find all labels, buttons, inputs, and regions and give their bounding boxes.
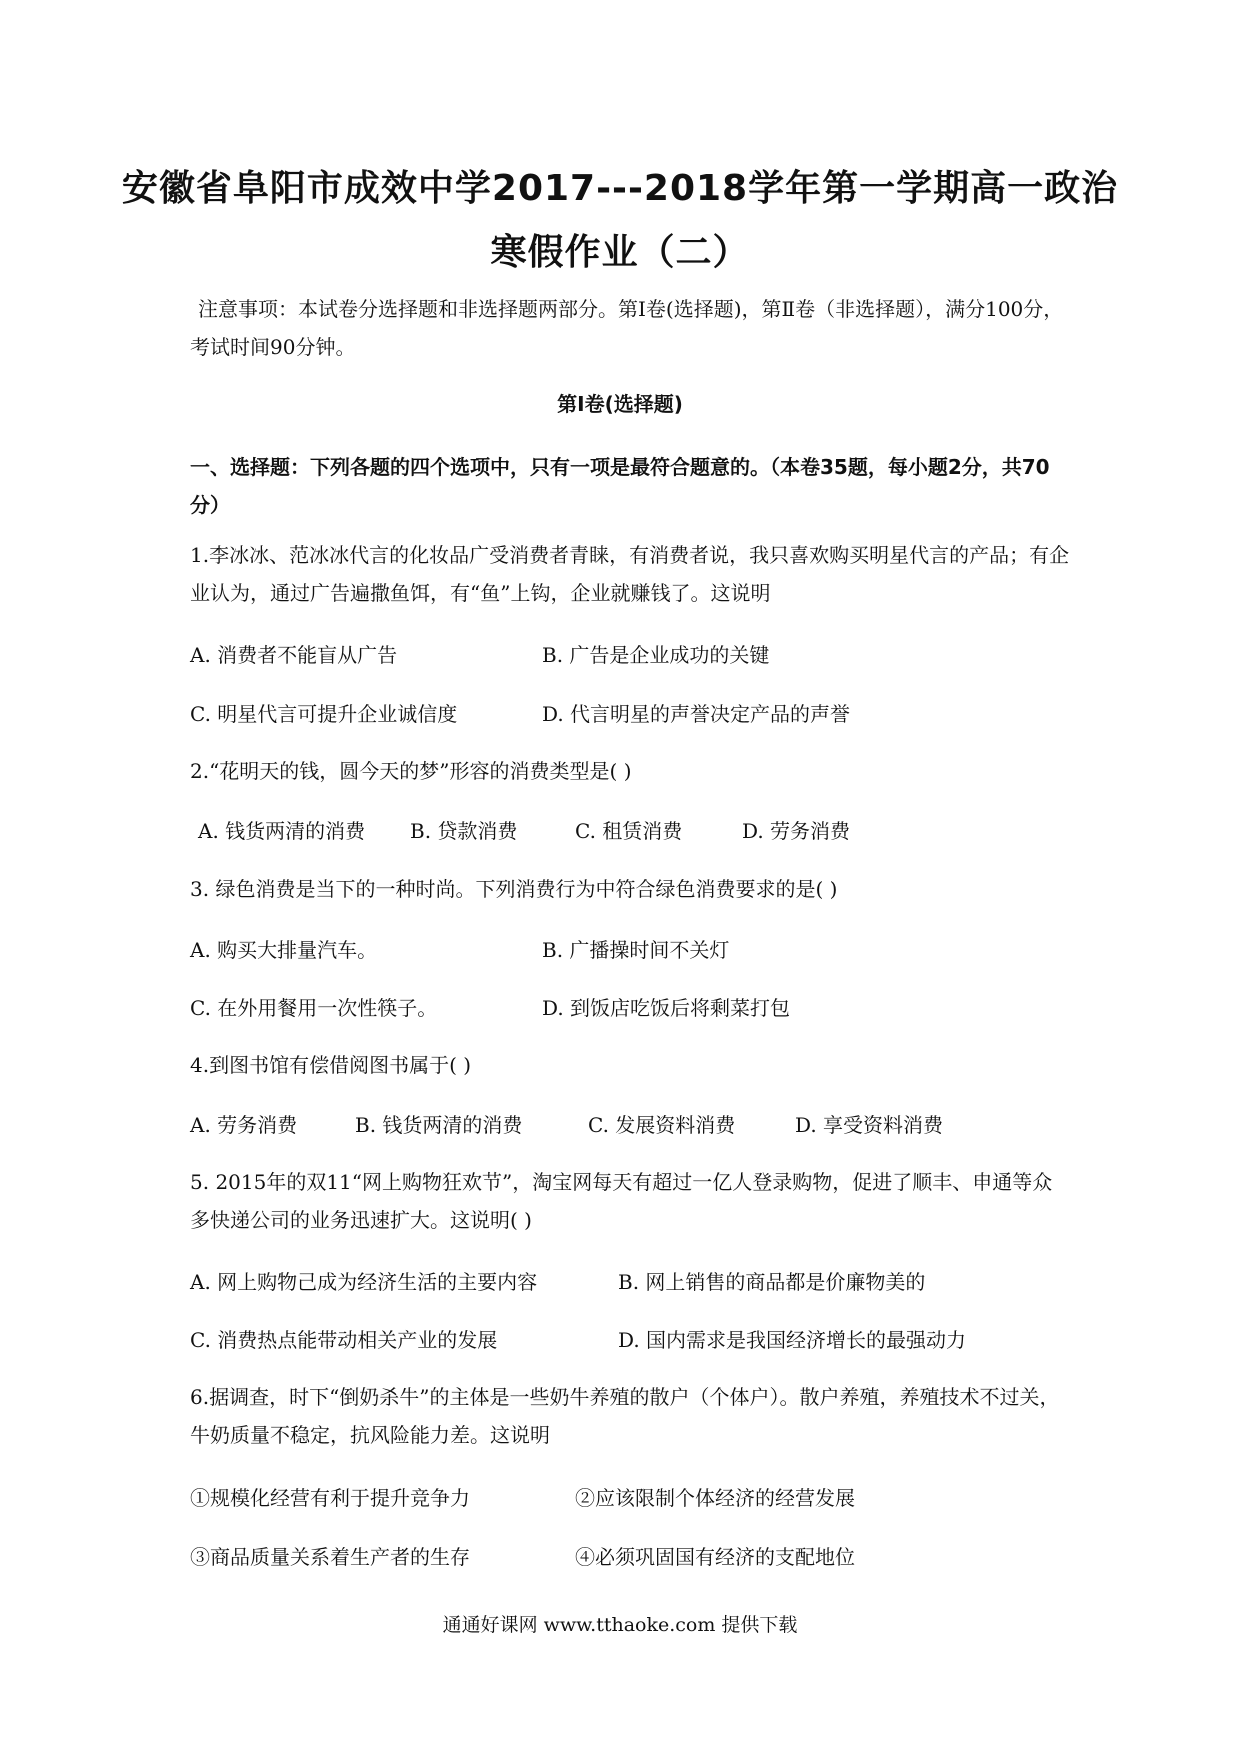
- question-3-option-a: A. 购买大排量汽车。: [190, 938, 378, 962]
- part-title: 一、选择题：下列各题的四个选项中，只有一项是最符合题意的。（本卷35题，每小题2分，共70分）: [190, 455, 1050, 517]
- question-1-option-d: D. 代言明星的声誉决定产品的声誉: [542, 702, 851, 726]
- question-4-option-d: D. 享受资料消费: [795, 1113, 944, 1137]
- question-1-option-a: A. 消费者不能盲从广告: [190, 643, 398, 667]
- question-6-option-2: ②应该限制个体经济的经营发展: [575, 1486, 855, 1510]
- question-5-options-row2: [190, 1324, 1090, 1354]
- question-5-option-d: D. 国内需求是我国经济增长的最强动力: [618, 1328, 967, 1352]
- question-1-option-c: C. 明星代言可提升企业诚信度: [190, 702, 458, 726]
- question-4-option-b: B. 钱货两清的消费: [355, 1113, 523, 1137]
- question-3-option-d: D. 到饭店吃饭后将剩菜打包: [542, 996, 791, 1020]
- question-3-option-b: B. 广播操时间不关灯: [542, 938, 730, 962]
- question-1-stem: 1.李冰冰、范冰冰代言的化妆品广受消费者青睐，有消费者说，我只喜欢购买明星代言的产品；有企业认为，通过广告遍撒鱼饵，有“鱼”上钩，企业就赚钱了。这说明: [190, 543, 1070, 605]
- question-3-options-row2: [190, 992, 1090, 1022]
- page-footer: 通通好课网 www.tthaoke.com 提供下载: [442, 1614, 798, 1636]
- question-5-options-row1: [190, 1266, 1090, 1296]
- question-5-option-c: C. 消费热点能带动相关产业的发展: [190, 1328, 498, 1352]
- question-6-option-3: ③商品质量关系着生产者的生存: [190, 1545, 470, 1569]
- question-1-options-row1: [190, 639, 1090, 669]
- exam-title-line2: 寒假作业（二）: [490, 232, 750, 273]
- section-title: 第Ⅰ卷(选择题): [557, 392, 683, 416]
- question-3-stem: 3. 绿色消费是当下的一种时尚。下列消费行为中符合绿色消费要求的是( ): [190, 877, 838, 901]
- question-5-stem: 5. 2015年的双11“网上购物狂欢节”，淘宝网每天有超过一亿人登录购物，促进了顺丰、申通等众多快递公司的业务迅速扩大。这说明( ): [190, 1170, 1053, 1232]
- question-4-stem: 4.到图书馆有偿借阅图书属于( ): [190, 1053, 472, 1077]
- question-3-option-c: C. 在外用餐用一次性筷子。: [190, 996, 438, 1020]
- question-5-option-b: B. 网上销售的商品都是价廉物美的: [618, 1270, 926, 1294]
- question-6-option-4: ④必须巩固国有经济的支配地位: [575, 1545, 855, 1569]
- question-4-options-row: [190, 1109, 1090, 1139]
- question-4-option-c: C. 发展资料消费: [588, 1113, 736, 1137]
- question-3-options-row1: [190, 934, 1090, 964]
- question-6-option-1: ①规模化经营有利于提升竞争力: [190, 1486, 470, 1510]
- question-6-options-row1: [190, 1482, 1090, 1512]
- question-4-option-a: A. 劳务消费: [190, 1113, 298, 1137]
- question-2-option-c: C. 租赁消费: [575, 819, 683, 843]
- question-1-options-row2: [190, 698, 1090, 728]
- question-2-option-b: B. 贷款消费: [410, 819, 518, 843]
- question-2-option-a: A. 钱货两清的消费: [198, 819, 366, 843]
- question-5-option-a: A. 网上购物己成为经济生活的主要内容: [190, 1270, 538, 1294]
- exam-title-line1: 安徽省阜阳市成效中学2017---2018学年第一学期高一政治: [121, 168, 1119, 209]
- exam-notice: 注意事项：本试卷分选择题和非选择题两部分。第Ⅰ卷(选择题)，第Ⅱ卷（非选择题），满分100分，考试时间90分钟。: [190, 297, 1064, 359]
- question-6-options-row2: [190, 1541, 1090, 1571]
- question-2-stem: 2.“花明天的钱，圆今天的梦”形容的消费类型是( ): [190, 759, 632, 783]
- question-2-option-d: D. 劳务消费: [742, 819, 851, 843]
- question-6-stem: 6.据调查，时下“倒奶杀牛”的主体是一些奶牛养殖的散户（个体户）。散户养殖，养殖技术不过关，牛奶质量不稳定，抗风险能力差。这说明: [190, 1385, 1060, 1447]
- question-1-option-b: B. 广告是企业成功的关键: [542, 643, 770, 667]
- question-2-options-row: [190, 815, 1090, 845]
